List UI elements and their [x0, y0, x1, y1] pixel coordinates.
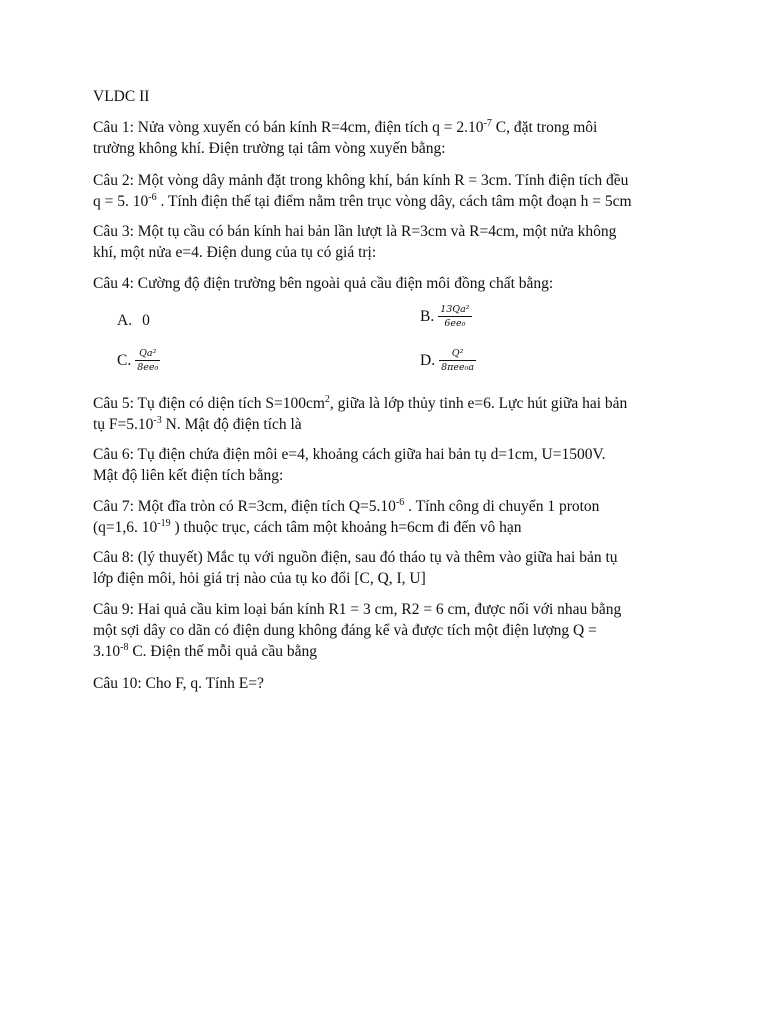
- option-a: [117, 310, 150, 331]
- question-4-line-1: Câu 4: Cường độ điện trường bên ngoài quả cầu điện môi đồng chất bằng:: [93, 275, 554, 292]
- option-c-label: C.: [117, 352, 132, 369]
- question-8-line-1: Câu 8: (lý thuyết) Mắc tụ với nguồn điện, sau đó tháo tụ và thêm vào giữa hai bản tụ: [93, 549, 618, 566]
- question-1-line-2: trường không khí. Điện trường tại tâm vòng xuyến bằng:: [93, 140, 446, 157]
- question-5: [93, 393, 683, 435]
- question-9: [93, 599, 683, 662]
- question-3: [93, 221, 683, 263]
- question-4: [93, 273, 683, 294]
- option-b-numerator: 13Qa²: [440, 304, 470, 315]
- question-9-line-2: một sợi dây co dãn có điện dung không đáng kể và được tích một điện lượng Q =: [93, 622, 597, 639]
- option-c-fraction: [135, 348, 160, 373]
- question-3-line-1: Câu 3: Một tụ cầu có bán kính hai bản lần lượt là R=3cm và R=4cm, một nửa không: [93, 223, 617, 240]
- question-10: [93, 673, 683, 694]
- option-a-value: 0: [142, 312, 150, 329]
- option-a-label: A.: [117, 312, 133, 329]
- question-9-line-3: $3.10^{-8}$ C. Điện thế mỗi quả cầu bằng: [93, 642, 318, 660]
- option-b: [420, 304, 472, 329]
- option-c-numerator: Qa²: [139, 348, 157, 359]
- question-9-line-1: Câu 9: Hai quả cầu kim loại bán kính R1 = 3 cm, R2 = 6 cm, được nối với nhau bằng: [93, 601, 622, 618]
- question-10-line-1: Câu 10: Cho F, q. Tính E=?: [93, 675, 264, 692]
- question-3-line-2: khí, một nửa e=4. Điện dung của tụ có giá trị:: [93, 244, 377, 261]
- question-2-line-2: q = 5. $10^{-6}$ . Tính điện thế tại điểm nằm trên trục vòng dây, cách tâm một đoạn h = 5cm: [93, 192, 632, 210]
- question-8: [93, 547, 683, 589]
- question-6-line-2: Mật độ liên kết điện tích bằng:: [93, 467, 284, 484]
- question-7-line-1: Câu 7: Một đĩa tròn có R=3cm, điện tích $Q=5.10^{-6}$ . Tính công di chuyển 1 proton: [93, 497, 600, 515]
- question-2: [93, 170, 683, 212]
- question-7-line-2: (q=1,6. $10^{-19}$ ) thuộc trục, cách tâm một khoảng h=6cm đi đến vô hạn: [93, 518, 522, 536]
- question-8-line-2: lớp điện môi, hỏi giá trị nào của tụ ko đổi [C, Q, I, U]: [93, 570, 426, 587]
- option-b-fraction: [438, 304, 471, 329]
- option-b-denominator: 6ee₀: [444, 318, 466, 329]
- question-6: [93, 444, 683, 486]
- option-d-label: D.: [420, 352, 436, 369]
- option-c: [117, 348, 160, 373]
- question-1: [93, 117, 683, 159]
- option-d-numerator: Q²: [451, 348, 464, 359]
- question-1-line-1: Câu 1: Nửa vòng xuyến có bán kính R=4cm, điện tích $q = 2.10^{-7}$ C, đặt trong môi: [93, 118, 598, 136]
- option-d-denominator: 8πee₀a: [441, 362, 475, 373]
- option-b-label: B.: [420, 308, 435, 325]
- question-7: [93, 496, 683, 538]
- option-c-denominator: 8ee₀: [137, 362, 159, 373]
- question-6-line-1: Câu 6: Tụ điện chứa điện môi e=4, khoảng cách giữa hai bản tụ d=1cm, U=1500V.: [93, 446, 606, 463]
- question-5-line-1: Câu 5: Tụ điện có diện tích $S=100cm^2$, giữa là lớp thủy tinh e=6. Lực hút giữa hai bản: [93, 394, 628, 412]
- document-title: VLDC II: [93, 88, 150, 105]
- option-d: [420, 348, 476, 373]
- question-2-line-1: Câu 2: Một vòng dây mảnh đặt trong không khí, bán kính R = 3cm. Tính điện tích đều: [93, 172, 629, 189]
- option-d-fraction: [439, 348, 476, 373]
- question-5-line-2: tụ $F=5.10^{-3}$ N. Mật độ điện tích là: [93, 415, 302, 433]
